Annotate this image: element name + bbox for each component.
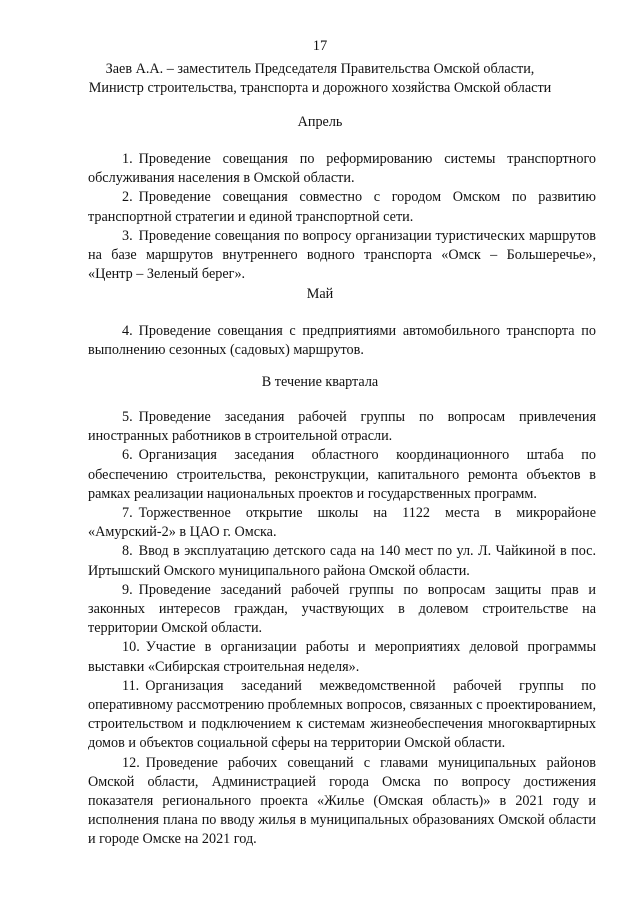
list-item xyxy=(88,542,596,580)
item-text: Проведение совещания совместно с городом Омском по развитию транспортной стратегии и единой транспортной сети. xyxy=(88,189,596,225)
list-item xyxy=(88,408,596,446)
item-text: Торжественное открытие школы на 1122 места в микрорайоне «Амурский-2» в ЦАО г. Омска. xyxy=(88,505,596,541)
item-text: Проведение совещания по реформированию системы транспортного обслуживания населения в Омской области. xyxy=(88,151,596,187)
list-item xyxy=(88,322,596,360)
item-number: 9. xyxy=(122,581,133,598)
section-quarter-items xyxy=(88,408,596,850)
item-number: 3. xyxy=(122,227,133,244)
item-text: Проведение заседаний рабочей группы по вопросам защиты прав и законных интересов граждан, участвующих в долевом строительстве на территории Омской области. xyxy=(88,581,596,637)
item-number: 2. xyxy=(122,189,133,206)
item-text: Участие в организации работы и мероприятиях деловой программы выставки «Сибирская строительная неделя». xyxy=(88,639,596,675)
official-title-line: Министр строительства, транспорта и дорожного хозяйства Омской области xyxy=(88,80,552,96)
list-item xyxy=(88,504,596,542)
section-title-april: Апрель xyxy=(297,114,343,130)
list-item xyxy=(88,677,596,754)
item-number: 8. xyxy=(122,543,133,560)
item-number: 4. xyxy=(122,323,133,339)
page-number: 17 xyxy=(312,38,328,54)
item-number: 7. xyxy=(122,505,133,522)
item-text: Проведение рабочих совещаний с главами муниципальных районов Омской области, Администрацией города Омска по вопросу достижения показателя регионального проекта «Жилье (Омская область)» в 2021 году и исполнения плана по вводу жилья в муниципальных образованиях Омской области и городе Омске на 2021 год. xyxy=(88,754,596,848)
item-number: 1. xyxy=(122,151,133,167)
list-item xyxy=(88,581,596,639)
item-text: Проведение совещания по вопросу организации туристических маршрутов на базе маршрутов внутреннего водного транспорта «Омск – Большеречье», «Центр – Зеленый берег». xyxy=(88,227,596,283)
official-header xyxy=(60,60,580,98)
list-item xyxy=(88,227,596,285)
item-number: 6. xyxy=(122,447,133,464)
item-text: Организация заседания областного координационного штаба по обеспечению строительства, реконструкции, капитального ремонта объектов в рамках реализации национальных проектов и государственных программ. xyxy=(88,447,596,502)
list-item xyxy=(88,188,596,226)
list-item xyxy=(88,754,596,850)
item-text: Организация заседаний межведомственной рабочей группы по оперативному рассмотрению проблемных вопросов, связанных с проектированием, строительством и подключением к системам жизнеобеспечения многоквартирных домов и объектов социальной сферы на территории Омской области. xyxy=(88,677,596,752)
list-item xyxy=(88,150,596,188)
item-number: 11. xyxy=(122,677,140,694)
section-title-may: Май xyxy=(306,286,334,302)
list-item xyxy=(88,446,596,504)
item-text: Ввод в эксплуатацию детского сада на 140 мест по ул. Л. Чайкиной в пос. Иртышский Омского муниципального района Омской области. xyxy=(88,543,596,579)
list-item xyxy=(88,638,596,676)
item-number: 10. xyxy=(122,639,140,656)
item-number: 5. xyxy=(122,409,133,425)
section-may-items xyxy=(88,322,596,360)
item-text: Проведение совещания с предприятиями автомобильного транспорта по выполнению сезонных (садовых) маршрутов. xyxy=(88,323,596,359)
item-number: 12. xyxy=(122,754,140,771)
section-title-quarter: В течение квартала xyxy=(261,374,379,390)
item-text: Проведение заседания рабочей группы по вопросам привлечения иностранных работников в строительной отрасли. xyxy=(88,409,596,445)
section-april-items xyxy=(88,150,596,284)
official-name-line: Заев А.А. – заместитель Председателя Правительства Омской области, xyxy=(105,61,535,77)
